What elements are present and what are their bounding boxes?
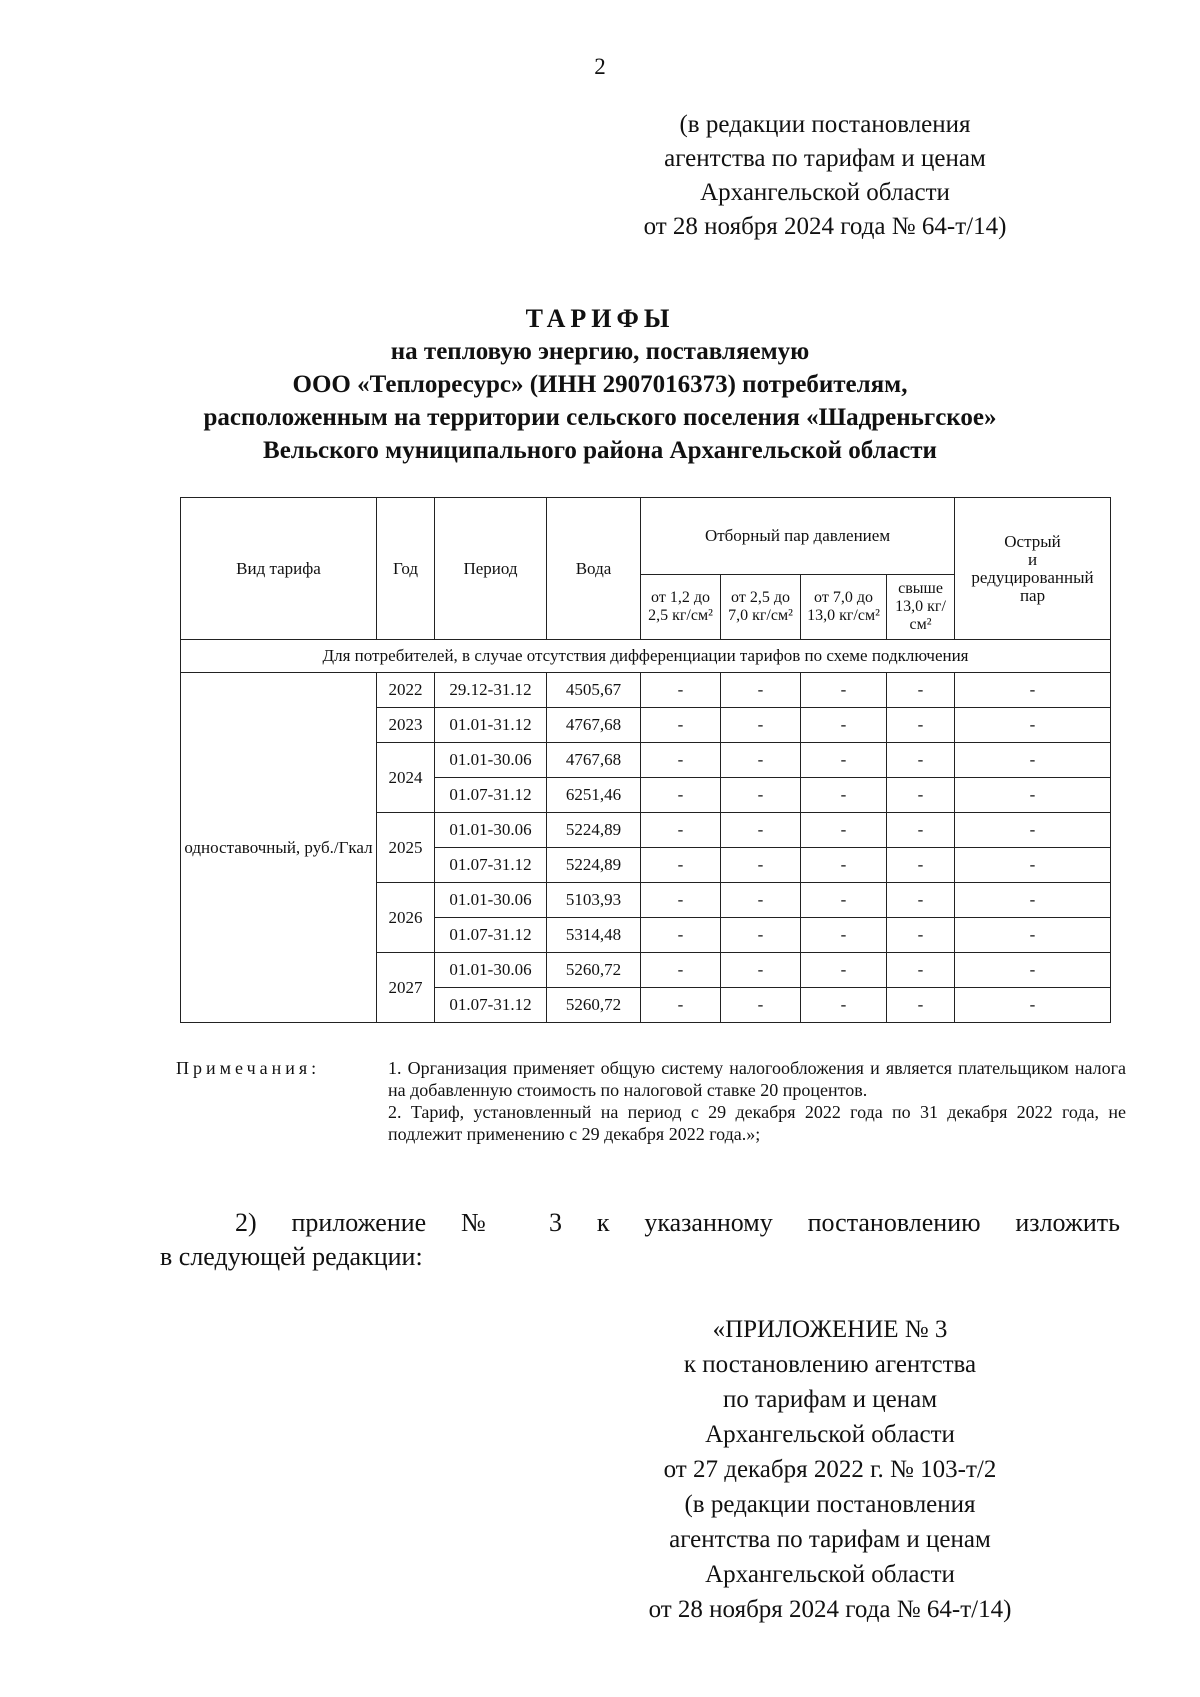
header-steam-group: Отборный пар давлением bbox=[641, 498, 955, 575]
period-cell: 01.01-31.12 bbox=[435, 708, 547, 743]
section-label: Для потребителей, в случае отсутствия дифференциации тарифов по схеме подключения bbox=[181, 640, 1111, 673]
steam-cell: - bbox=[887, 778, 955, 813]
steam-cell: - bbox=[641, 848, 721, 883]
steam-cell: - bbox=[641, 673, 721, 708]
page-number: 2 bbox=[594, 54, 606, 79]
sharp-steam-cell: - bbox=[955, 988, 1111, 1023]
steam-cell: - bbox=[721, 708, 801, 743]
edition-line: от 28 ноября 2024 года № 64-т/14) bbox=[643, 213, 1007, 240]
instruction-line: 2) приложение № 3 к указанному постановлению изложить bbox=[235, 1208, 1120, 1237]
header-sharp-bottom: редуцированный пар bbox=[971, 567, 1094, 605]
sharp-steam-cell: - bbox=[955, 918, 1111, 953]
edition-line: Архангельской области bbox=[700, 179, 950, 206]
sharp-steam-cell: - bbox=[955, 778, 1111, 813]
appendix-line: агентства по тарифам и ценам bbox=[669, 1526, 991, 1553]
sharp-steam-cell: - bbox=[955, 743, 1111, 778]
water-cell: 6251,46 bbox=[547, 778, 641, 813]
steam-cell: - bbox=[641, 708, 721, 743]
header-tariff-type: Вид тарифа bbox=[181, 498, 377, 640]
sharp-steam-cell: - bbox=[955, 813, 1111, 848]
water-cell: 5314,48 bbox=[547, 918, 641, 953]
year-cell: 2027 bbox=[377, 953, 435, 1023]
steam-cell: - bbox=[801, 848, 887, 883]
water-cell: 4505,67 bbox=[547, 673, 641, 708]
year-cell: 2025 bbox=[377, 813, 435, 883]
header-sharp-steam bbox=[955, 498, 1111, 640]
header-sharp-top: Острый bbox=[1004, 531, 1061, 551]
steam-cell: - bbox=[801, 918, 887, 953]
steam-cell: - bbox=[801, 883, 887, 918]
header-period: Период bbox=[435, 498, 547, 640]
period-cell: 01.07-31.12 bbox=[435, 848, 547, 883]
water-cell: 5224,89 bbox=[547, 848, 641, 883]
steam-cell: - bbox=[641, 743, 721, 778]
appendix-line: к постановлению агентства bbox=[683, 1351, 977, 1378]
title-line: Вельского муниципального района Архангельской области bbox=[263, 437, 937, 464]
period-cell: 01.07-31.12 bbox=[435, 988, 547, 1023]
header-steam-4: свыше 13,0 кг/см² bbox=[887, 575, 955, 640]
steam-cell: - bbox=[721, 953, 801, 988]
steam-cell: - bbox=[887, 813, 955, 848]
water-cell: 4767,68 bbox=[547, 743, 641, 778]
note-item: 1. Организация применяет общую систему налогообложения и является плательщиком налога на добавленную стоимость по налоговой ставке 20 процентов. bbox=[388, 1058, 1126, 1100]
period-cell: 01.07-31.12 bbox=[435, 918, 547, 953]
steam-cell: - bbox=[801, 813, 887, 848]
appendix-line: Архангельской области bbox=[705, 1561, 955, 1588]
title-main: ТАРИФЫ bbox=[525, 304, 675, 333]
notes-label: Примечания: bbox=[176, 1058, 321, 1078]
instruction-line: в следующей редакции: bbox=[160, 1242, 423, 1271]
header-steam-1: от 1,2 до 2,5 кг/см² bbox=[641, 575, 721, 640]
appendix-heading bbox=[615, 1312, 1045, 1627]
header-steam-2: от 2,5 до 7,0 кг/см² bbox=[721, 575, 801, 640]
edition-note-top bbox=[615, 108, 1035, 244]
steam-cell: - bbox=[801, 988, 887, 1023]
steam-cell: - bbox=[887, 673, 955, 708]
edition-line: (в редакции постановления bbox=[679, 111, 971, 138]
title-line: ООО «Теплоресурс» (ИНН 2907016373) потребителям, bbox=[292, 371, 908, 398]
steam-cell: - bbox=[721, 988, 801, 1023]
steam-cell: - bbox=[801, 673, 887, 708]
steam-cell: - bbox=[887, 848, 955, 883]
appendix-line: от 27 декабря 2022 г. № 103-т/2 bbox=[663, 1456, 997, 1483]
title-line: расположенным на территории сельского поселения «Шадреньгское» bbox=[203, 404, 997, 431]
note-item: 2. Тариф, установленный на период с 29 декабря 2022 года по 31 декабря 2022 года, не подлежит применению с 29 декабря 2022 года.»; bbox=[388, 1102, 1126, 1144]
appendix-line: по тарифам и ценам bbox=[722, 1386, 938, 1413]
steam-cell: - bbox=[721, 883, 801, 918]
sharp-steam-cell: - bbox=[955, 883, 1111, 918]
sharp-steam-cell: - bbox=[955, 708, 1111, 743]
steam-cell: - bbox=[641, 813, 721, 848]
document-title bbox=[150, 302, 1050, 467]
steam-cell: - bbox=[801, 708, 887, 743]
steam-cell: - bbox=[721, 673, 801, 708]
header-sharp-and: и bbox=[1027, 549, 1038, 569]
sharp-steam-cell: - bbox=[955, 953, 1111, 988]
edition-line: агентства по тарифам и ценам bbox=[664, 145, 986, 172]
period-cell: 01.01-30.06 bbox=[435, 953, 547, 988]
appendix-line: (в редакции постановления bbox=[684, 1491, 976, 1518]
period-cell: 01.01-30.06 bbox=[435, 883, 547, 918]
water-cell: 4767,68 bbox=[547, 708, 641, 743]
year-cell: 2026 bbox=[377, 883, 435, 953]
steam-cell: - bbox=[801, 778, 887, 813]
steam-cell: - bbox=[721, 848, 801, 883]
appendix-line: «ПРИЛОЖЕНИЕ № 3 bbox=[712, 1316, 948, 1343]
tariff-type-cell: одноставочный, руб./Гкал bbox=[181, 673, 377, 1023]
steam-cell: - bbox=[641, 988, 721, 1023]
steam-cell: - bbox=[641, 918, 721, 953]
water-cell: 5103,93 bbox=[547, 883, 641, 918]
year-cell: 2024 bbox=[377, 743, 435, 813]
tariff-table bbox=[180, 497, 1111, 1023]
steam-cell: - bbox=[721, 743, 801, 778]
sharp-steam-cell: - bbox=[955, 673, 1111, 708]
period-cell: 29.12-31.12 bbox=[435, 673, 547, 708]
steam-cell: - bbox=[641, 778, 721, 813]
steam-cell: - bbox=[721, 918, 801, 953]
appendix-line: от 28 ноября 2024 года № 64-т/14) bbox=[648, 1596, 1012, 1623]
notes-body bbox=[388, 1057, 1126, 1145]
table-row bbox=[181, 673, 1111, 708]
header-year: Год bbox=[377, 498, 435, 640]
amendment-instruction bbox=[160, 1206, 1120, 1274]
water-cell: 5224,89 bbox=[547, 813, 641, 848]
steam-cell: - bbox=[721, 813, 801, 848]
header-water: Вода bbox=[547, 498, 641, 640]
steam-cell: - bbox=[887, 743, 955, 778]
steam-cell: - bbox=[887, 988, 955, 1023]
water-cell: 5260,72 bbox=[547, 953, 641, 988]
steam-cell: - bbox=[887, 918, 955, 953]
period-cell: 01.07-31.12 bbox=[435, 778, 547, 813]
steam-cell: - bbox=[641, 883, 721, 918]
steam-cell: - bbox=[887, 883, 955, 918]
appendix-line: Архангельской области bbox=[705, 1421, 955, 1448]
steam-cell: - bbox=[721, 778, 801, 813]
water-cell: 5260,72 bbox=[547, 988, 641, 1023]
year-cell: 2022 bbox=[377, 673, 435, 708]
steam-cell: - bbox=[801, 953, 887, 988]
steam-cell: - bbox=[801, 743, 887, 778]
sharp-steam-cell: - bbox=[955, 848, 1111, 883]
title-line: на тепловую энергию, поставляемую bbox=[390, 338, 810, 365]
year-cell: 2023 bbox=[377, 708, 435, 743]
header-steam-3: от 7,0 до 13,0 кг/см² bbox=[801, 575, 887, 640]
steam-cell: - bbox=[887, 953, 955, 988]
steam-cell: - bbox=[887, 708, 955, 743]
period-cell: 01.01-30.06 bbox=[435, 743, 547, 778]
period-cell: 01.01-30.06 bbox=[435, 813, 547, 848]
steam-cell: - bbox=[641, 953, 721, 988]
